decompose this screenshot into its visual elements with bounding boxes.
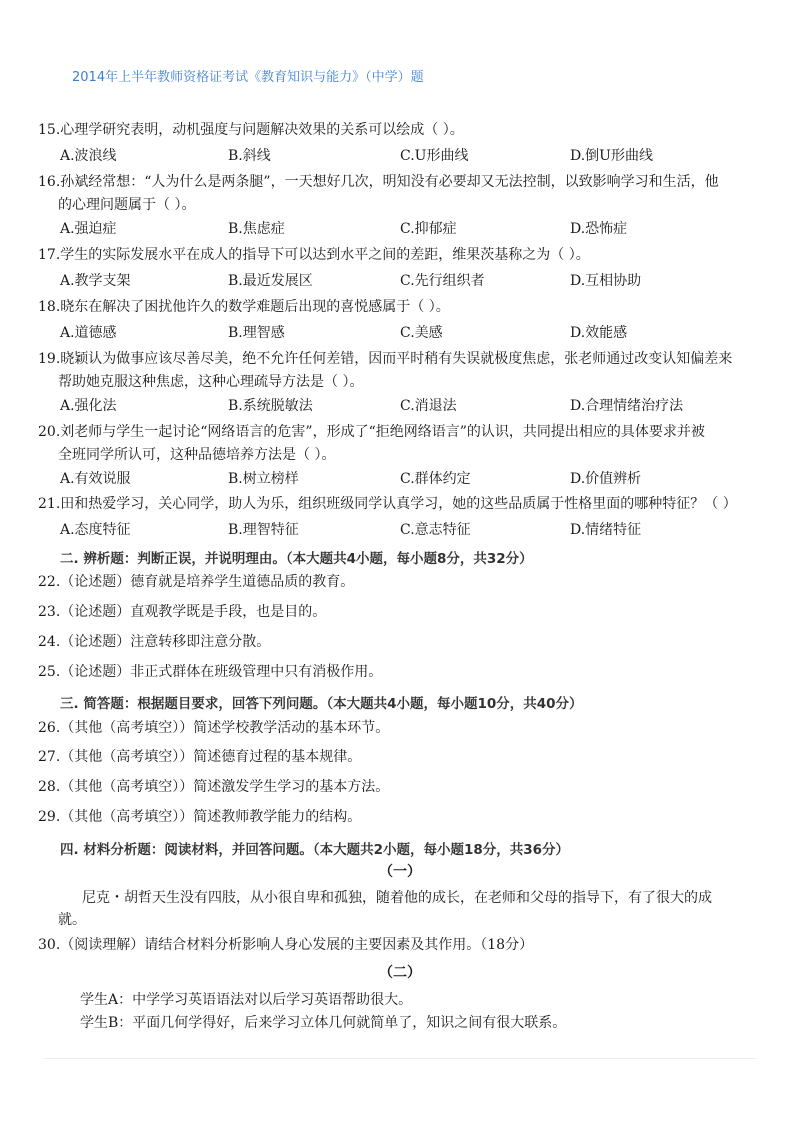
material-1-text: 尼克・胡哲天生没有四肢，从小很自卑和孤独，随着他的成长，在老师和父母的指导下，有了很大的成 (82, 890, 712, 906)
option-c: C.消退法 (400, 398, 457, 414)
question-30: 30.（阅读理解）请结合材料分析影响人身心发展的主要因素及其作用。（18分） (38, 937, 534, 953)
question-26: 26.（其他（高考填空））简述学校教学活动的基本环节。 (38, 720, 390, 736)
question-15-stem: 15.心理学研究表明，动机强度与问题解决效果的关系可以绘成（ ）。 (38, 122, 464, 138)
question-19-stem-cont: 帮助她克服这种焦虑，这种心理疏导方法是（ ）。 (58, 374, 364, 390)
option-a: A.强化法 (60, 398, 117, 414)
option-d: D.倒U形曲线 (570, 148, 653, 164)
option-a: A.教学支架 (60, 273, 131, 289)
option-c: C.先行组织者 (400, 273, 485, 289)
document-title: 2014年上半年教师资格证考试《教育知识与能力》（中学）题 (72, 70, 424, 85)
section-2-heading: 二. 辨析题：判断正误，并说明理由。（本大题共4小题，每小题8分，共32分） (60, 551, 533, 567)
option-d: D.互相协助 (570, 273, 642, 289)
option-b: B.焦虑症 (228, 221, 285, 237)
option-d: D.合理情绪治疗法 (570, 398, 684, 414)
option-b: B.系统脱敏法 (228, 398, 313, 414)
option-d: D.恐怖症 (570, 221, 628, 237)
question-21-stem: 21.田和热爱学习，关心同学，助人为乐，组织班级同学认真学习，她的这些品质属于性格里面的哪种特征？（ ） (38, 496, 737, 512)
question-20-stem-cont: 全班同学所认可，这种品德培养方法是（ ）。 (58, 447, 336, 463)
page-bottom-rule (44, 1058, 756, 1059)
option-a: A.道德感 (60, 325, 117, 341)
question-27: 27.（其他（高考填空））简述德育过程的基本规律。 (38, 749, 362, 765)
option-b: B.理智特征 (228, 522, 299, 538)
question-25: 25.（论述题）非正式群体在班级管理中只有消极作用。 (38, 664, 383, 680)
option-b: B.斜线 (228, 148, 271, 164)
option-a: A.态度特征 (60, 522, 131, 538)
student-a-statement: 学生A：中学学习英语语法对以后学习英语帮助很大。 (80, 992, 413, 1008)
option-c: C.抑郁症 (400, 221, 457, 237)
question-20-stem: 20.刘老师与学生一起讨论“网络语言的危害”，形成了“拒绝网络语言”的认识，共同提出相应的具体要求并被 (38, 424, 705, 440)
option-d: D.效能感 (570, 325, 628, 341)
option-c: C.群体约定 (400, 471, 471, 487)
material-1-text-cont: 就。 (58, 912, 86, 928)
question-17-options (60, 269, 780, 293)
option-c: C.U形曲线 (400, 148, 469, 164)
option-b: B.树立榜样 (228, 471, 299, 487)
option-c: C.意志特征 (400, 522, 471, 538)
question-20-options (60, 467, 780, 491)
question-17-stem: 17.学生的实际发展水平在成人的指导下可以达到水平之间的差距，维果茨基称之为（ ）。 (38, 247, 590, 263)
option-c: C.美感 (400, 325, 443, 341)
question-21-options (60, 518, 780, 542)
question-29: 29.（其他（高考填空））简述教师教学能力的结构。 (38, 809, 362, 825)
question-28: 28.（其他（高考填空））简述激发学生学习的基本方法。 (38, 779, 390, 795)
option-a: A.有效说服 (60, 471, 131, 487)
question-22: 22.（论述题）德育就是培养学生道德品质的教育。 (38, 574, 355, 590)
question-24: 24.（论述题）注意转移即注意分散。 (38, 634, 271, 650)
question-19-options (60, 394, 780, 418)
section-3-heading: 三. 简答题：根据题目要求，回答下列问题。（本大题共4小题，每小题10分，共40分） (60, 696, 583, 712)
material-2-heading: （二） (379, 965, 421, 981)
student-b-statement: 学生B：平面几何学得好，后来学习立体几何就简单了，知识之间有很大联系。 (80, 1015, 567, 1031)
question-18-options (60, 321, 780, 345)
option-d: D.价值辨析 (570, 471, 642, 487)
section-4-heading: 四. 材料分析题：阅读材料，并回答问题。（本大题共2小题，每小题18分，共36分） (60, 842, 570, 858)
option-a: A.强迫症 (60, 221, 117, 237)
question-16-stem-cont: 的心理问题属于（ ）。 (58, 197, 196, 213)
question-15-options (60, 144, 780, 168)
question-16-stem: 16.孙斌经常想：“人为什么是两条腿”，一天想好几次，明知没有必要却又无法控制，以致影响学习和生活，他 (38, 174, 719, 190)
material-1-heading: （一） (379, 864, 421, 880)
option-a: A.波浪线 (60, 148, 117, 164)
question-19-stem: 19.晓颖认为做事应该尽善尽美，绝不允许任何差错，因而平时稍有失误就极度焦虑，张老师通过改变认知偏差来 (38, 351, 733, 367)
option-b: B.最近发展区 (228, 273, 313, 289)
question-18-stem: 18.晓东在解决了困扰他许久的数学难题后出现的喜悦感属于（ ）。 (38, 299, 450, 315)
question-16-options (60, 217, 780, 241)
question-23: 23.（论述题）直观教学既是手段，也是目的。 (38, 604, 327, 620)
option-b: B.理智感 (228, 325, 285, 341)
option-d: D.情绪特征 (570, 522, 642, 538)
